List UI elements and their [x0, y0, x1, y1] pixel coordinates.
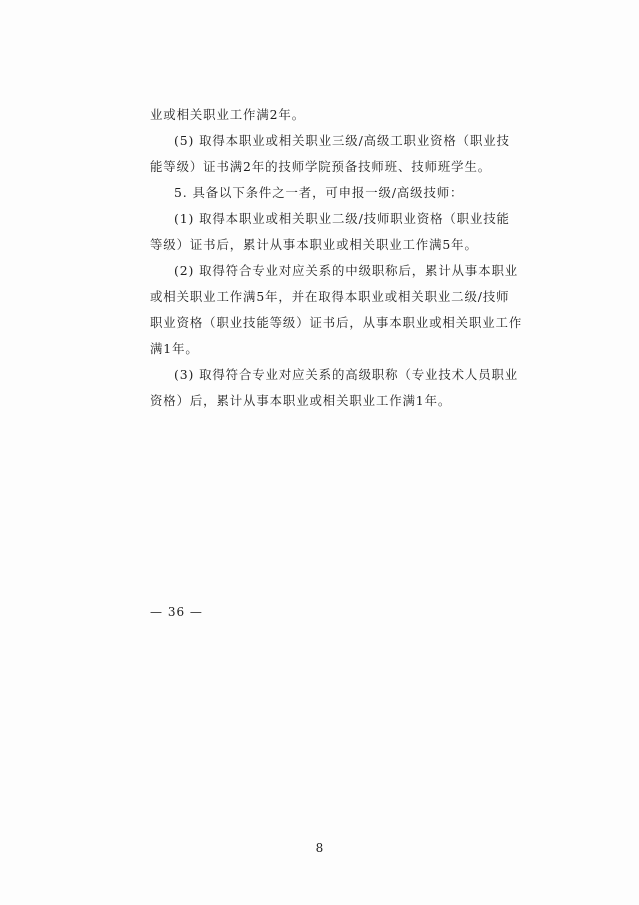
outer-page-number: 8 [315, 841, 324, 855]
text-line: 能等级）证书满2年的技师学院预备技师班、技师班学生。 [150, 159, 492, 174]
text-line: 业或相关职业工作满2年。 [150, 107, 305, 122]
text-line: 资格）后，累计从事本职业或相关职业工作满1年。 [150, 393, 452, 408]
text-line: 等级）证书后，累计从事本职业或相关职业工作满5年。 [150, 237, 478, 252]
text-line: (2) 取得符合专业对应关系的中级职称后，累计从事本职业 [174, 263, 519, 278]
text-line: (3) 取得符合专业对应关系的高级职称（专业技术人员职业 [174, 367, 519, 382]
inner-page-number: — 36 — [150, 605, 203, 619]
text-line: (1) 取得本职业或相关职业二级/技师职业资格（职业技能 [174, 211, 510, 226]
body-text [150, 102, 523, 414]
text-line: 职业资格（职业技能等级）证书后，从事本职业或相关职业工作 [150, 315, 523, 330]
text-line: 或相关职业工作满5年，并在取得本职业或相关职业二级/技师 [150, 289, 510, 304]
text-line: 5. 具备以下条件之一者，可申报一级/高级技师： [174, 185, 464, 200]
text-line: (5) 取得本职业或相关职业三级/高级工职业资格（职业技 [174, 133, 510, 148]
text-line: 满1年。 [150, 341, 199, 356]
